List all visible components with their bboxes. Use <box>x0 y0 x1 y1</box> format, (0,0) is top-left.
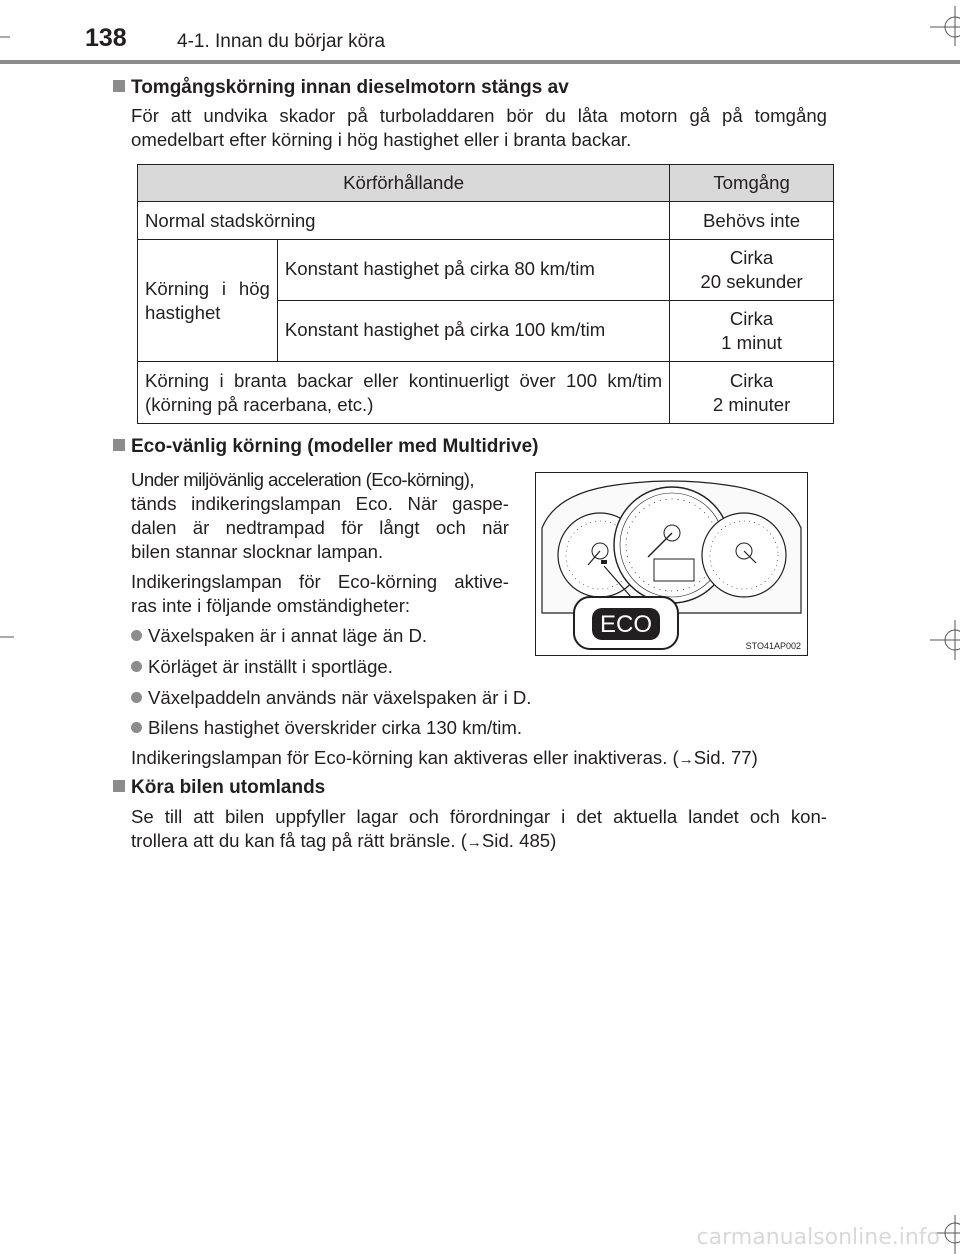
row2-group: Körning i hög hastighet <box>138 240 278 362</box>
row3-idle-l2: 2 minuter <box>712 393 791 415</box>
instrument-cluster-illustration <box>536 473 807 655</box>
row3-idle-l1: Cirka <box>729 369 774 391</box>
eco-heading <box>113 436 539 458</box>
row2a-idle <box>670 240 834 301</box>
table-header-row <box>138 165 834 202</box>
row3-condition <box>138 362 670 424</box>
eco-p1-l4: bilen stannar slocknar lampan. <box>131 541 384 562</box>
abroad-l2-text: trollera att du kan få tag på rätt bränsle. ( <box>131 830 467 851</box>
idle-intro-line2: omedelbart efter körning i hög hastighet eller i branta backar. <box>131 129 632 150</box>
eco-heading-text: Eco-vänlig körning (modeller med Multidrive) <box>131 436 539 457</box>
row1-idle: Behövs inte <box>670 202 834 240</box>
round-bullet-icon <box>131 722 142 733</box>
arrow-right-icon: → <box>678 751 694 768</box>
square-bullet-icon <box>113 80 125 92</box>
idle-table <box>137 164 834 424</box>
square-bullet-icon <box>113 439 125 451</box>
abroad-heading <box>113 777 325 799</box>
idle-intro-line1: För att undvika skador på turboladdaren bör du låta motorn gå på tomgång <box>131 105 827 126</box>
row2b-condition: Konstant hastighet på cirka 100 km/tim <box>277 301 669 362</box>
row3-condition-l2: (körning på racerbana, etc.) <box>145 393 374 415</box>
eco-indicator-label: ECO <box>599 611 653 638</box>
header-rule <box>0 60 960 64</box>
crop-mark-top-left <box>0 36 10 38</box>
bullet-text: Körläget är inställt i sportläge. <box>148 656 393 677</box>
registration-mark-top-right <box>930 6 960 46</box>
row3-idle <box>670 362 834 424</box>
round-bullet-icon <box>131 661 142 672</box>
eco-p3 <box>131 746 831 772</box>
idle-heading <box>113 77 569 99</box>
table-row <box>138 240 834 301</box>
row2a-idle-l2: 20 sekunder <box>700 271 803 292</box>
eco-p2-l1: Indikeringslampan för Eco-körning aktive- <box>131 571 509 592</box>
bullet-text: Bilens hastighet överskrider cirka 130 km/tim. <box>148 717 523 738</box>
row2b-idle-l2: 1 minut <box>721 332 783 353</box>
row2a-idle-l1: Cirka <box>729 247 774 268</box>
watermark: carmanualsonline.info <box>696 1225 940 1250</box>
row2a-condition: Konstant hastighet på cirka 80 km/tim <box>277 240 669 301</box>
bullet-text: Växelpaddeln används när växelspaken är i D. <box>148 687 532 708</box>
abroad-l2 <box>131 829 827 855</box>
row3-condition-l1: Körning i branta backar eller kontinuerligt över 100 km/tim <box>145 369 663 391</box>
list-item <box>131 624 427 648</box>
eco-p3-ref[interactable]: Sid. 77) <box>693 747 758 768</box>
abroad-ref[interactable]: Sid. 485) <box>481 830 557 851</box>
figure-code: STO41AP002 <box>745 641 801 651</box>
section-title: 4-1. Innan du börjar köra <box>177 31 386 52</box>
arrow-right-icon: → <box>466 834 482 851</box>
table-row <box>138 362 834 424</box>
table-header-idle: Tomgång <box>670 165 834 202</box>
eco-p1-l3: dalen är nedtrampad för långt och när <box>131 517 509 538</box>
list-item <box>131 686 531 710</box>
crop-mark-left <box>0 636 14 638</box>
row1-condition: Normal stadskörning <box>138 202 670 240</box>
eco-p2-l2: ras inte i följande omständigheter: <box>131 595 411 616</box>
row2b-idle <box>670 301 834 362</box>
instrument-cluster-figure <box>535 472 808 656</box>
eco-p1-l1: Under miljövänlig acceleration (Eco-körning), <box>131 469 474 490</box>
abroad-heading-text: Köra bilen utomlands <box>131 777 326 798</box>
page-number: 138 <box>85 24 127 52</box>
registration-mark-right <box>930 620 960 660</box>
abroad-l1: Se till att bilen uppfyller lagar och förordningar i det aktuella landet och kon- <box>131 806 827 827</box>
eco-p3-text: Indikeringslampan för Eco-körning kan aktiveras eller inaktiveras. ( <box>131 747 679 768</box>
round-bullet-icon <box>131 692 142 703</box>
idle-heading-text: Tomgångskörning innan dieselmotorn stängs av <box>131 77 569 98</box>
row2b-idle-l1: Cirka <box>729 308 774 329</box>
eco-p1-l2: tänds indikeringslampan Eco. När gaspe- <box>131 493 509 514</box>
table-header-condition: Körförhållande <box>138 165 670 202</box>
table-row <box>138 202 834 240</box>
list-item <box>131 655 393 679</box>
square-bullet-icon <box>113 780 125 792</box>
list-item <box>131 716 522 740</box>
round-bullet-icon <box>131 630 142 641</box>
bullet-text: Växelspaken är i annat läge än D. <box>148 625 428 646</box>
